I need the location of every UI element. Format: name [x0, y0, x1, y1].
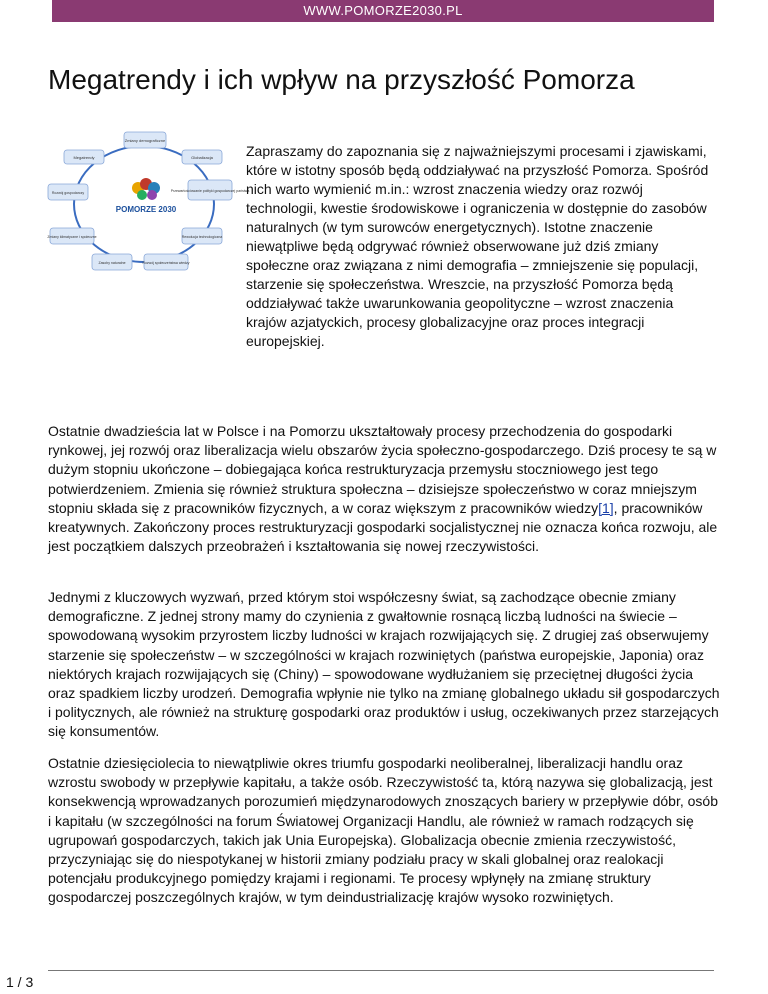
svg-text:Rewolucja technologiczna: Rewolucja technologiczna — [181, 235, 223, 239]
page-number: 1 / 3 — [6, 974, 34, 990]
logo-text: POMORZE 2030 — [115, 205, 177, 214]
diagram-node — [182, 150, 222, 164]
footer-divider — [48, 970, 714, 971]
svg-text:Rozwój gospodarczy: Rozwój gospodarczy — [51, 191, 85, 195]
paragraph-text: Ostatnie dwadzieścia lat w Polsce i na Pomorzu ukształtowały procesy przechodzenia do gospodarki rynkowej, jej rozwój oraz liberalizacja wielu obszarów życia społeczno-gospodarczego. Dziś procesy te są w dużym stopniu ukończone – dobiegająca końca restrukturyzacja przemysłu stoczniowego jest tego potwierdzeniem. Zmienia się również struktura społeczna – dzisiejsze społeczeństwo w coraz mniejszym stopniu składa się z pracowników fizycznych, a w coraz większym z pracowników wiedzy — [48, 423, 717, 516]
svg-text:Zmiany klimatyczne i społeczne: Zmiany klimatyczne i społeczne — [47, 235, 97, 239]
paragraph-text: , pracowników kreatywnych. Zakończony proces restrukturyzacji gospodarki socjalistycznej nie oznacza końca rozwoju, ale jest początkiem dalszych przeobrażeń i kształtowania się nowej rzeczywistości. — [48, 499, 718, 555]
diagram-node — [124, 132, 166, 148]
svg-text:Megatrendy: Megatrendy — [73, 155, 95, 160]
center-logo — [116, 178, 177, 214]
body-paragraph — [48, 422, 720, 556]
body-paragraph: Ostatnie dziesięciolecia to niewątpliwie okres triumfu gospodarki neoliberalnej, liberalizacji handlu oraz wzrostu swobody w przepływie kapitału, a także osób. Rzeczywistość ta, którą nazywa się globalizacją, jest konsekwencją wprowadzanych porozumień międzynarodowych znoszących bariery w przepływie dóbr, osób i kapitału (w szczególności na forum Światowej Organizacji Handlu, ale również w ramach rodzących się ugrupowań gospodarczych, takich jak Unia Europejska). Globalizacja obecnie zmienia rzeczywistość, przyczyniając się do niespotykanej w historii zmiany podziału pracy w skali globalnej oraz realokacji potencjału produkcyjnego pomiędzy krajami i regionami. Te procesy wpłynęły na zmianę struktury gospodarczej poszczególnych krajów, w tym deindustrializację krajów wysoko rozwiniętych. — [48, 755, 718, 906]
site-header-bar — [52, 0, 714, 22]
diagram-node — [182, 228, 223, 244]
svg-text:Zasoby naturalne: Zasoby naturalne — [98, 261, 126, 265]
svg-text:Przewartościowanie polityki go: Przewartościowanie polityki gospodarczej państwa — [170, 189, 250, 193]
diagram-node — [171, 180, 250, 200]
intro-paragraph: Zapraszamy do zapoznania się z najważniejszymi procesami i zjawiskami, które w istotny sposób będą oddziaływać na przyszłość Pomorza. Spośród nich warto wymienić m.in.: wzrost znaczenia wiedzy oraz rozwój technologii, kwestie środowiskowe i ograniczenia w dostępnie do zasobów naturalnych (w tym surowców energetycznych). Istotne znaczenie niewątpliwe będą odgrywać również obserwowane już dziś zmiany społeczne oraz związana z nimi demografia – zmniejszenie się populacji, starzenie się społeczeństwa. Wreszcie, na przyszłość Pomorza będą oddziaływać także uwarunkowania geopolityczne – wzrost znaczenia krajów azjatyckich, procesy globalizacyjne oraz proces integracji europejskiej. — [246, 143, 709, 349]
diagram-node — [142, 254, 189, 270]
diagram-node — [47, 228, 96, 244]
footnote-link[interactable]: [1] — [598, 499, 614, 516]
diagram-node — [92, 254, 132, 270]
diagram-node — [64, 150, 104, 164]
diagram-node — [48, 184, 88, 200]
site-url[interactable]: WWW.POMORZE2030.PL — [303, 3, 463, 18]
svg-text:Globalizacja: Globalizacja — [191, 155, 213, 160]
body-paragraph: Jednymi z kluczowych wyzwań, przed którym stoi współczesny świat, są zachodzące obecnie zmiany demograficzne. Z jednej strony mamy do czynienia z gwałtownie rosnącą liczbą ludności na świecie – spowodowaną wysokim przyrostem liczby ludności w krajach rozwijających się. Z drugiej zaś obserwujemy starzenie się społeczeństw – w szczególności w krajach rozwiniętych (państwa europejskie, Japonia) oraz niektórych krajach rozwijających się (Chiny) – spowodowane wydłużaniem się przeciętnej długości życia oraz spadkiem liczby urodzeń. Demografia wpłynie nie tylko na zmianę globalnego układu sił gospodarczych i politycznych, ale również na strukturę gospodarki oraz produktów i usług, oczekiwanych przez starzejących się konsumentów. — [48, 589, 720, 740]
svg-text:Rozwój społeczeństwa wiedzy: Rozwój społeczeństwa wiedzy — [142, 261, 190, 265]
article-title: Megatrendy i ich wpływ na przyszłość Pomorza — [48, 64, 635, 95]
megatrends-diagram — [47, 128, 250, 278]
svg-text:Zmiany demograficzne: Zmiany demograficzne — [124, 138, 166, 143]
